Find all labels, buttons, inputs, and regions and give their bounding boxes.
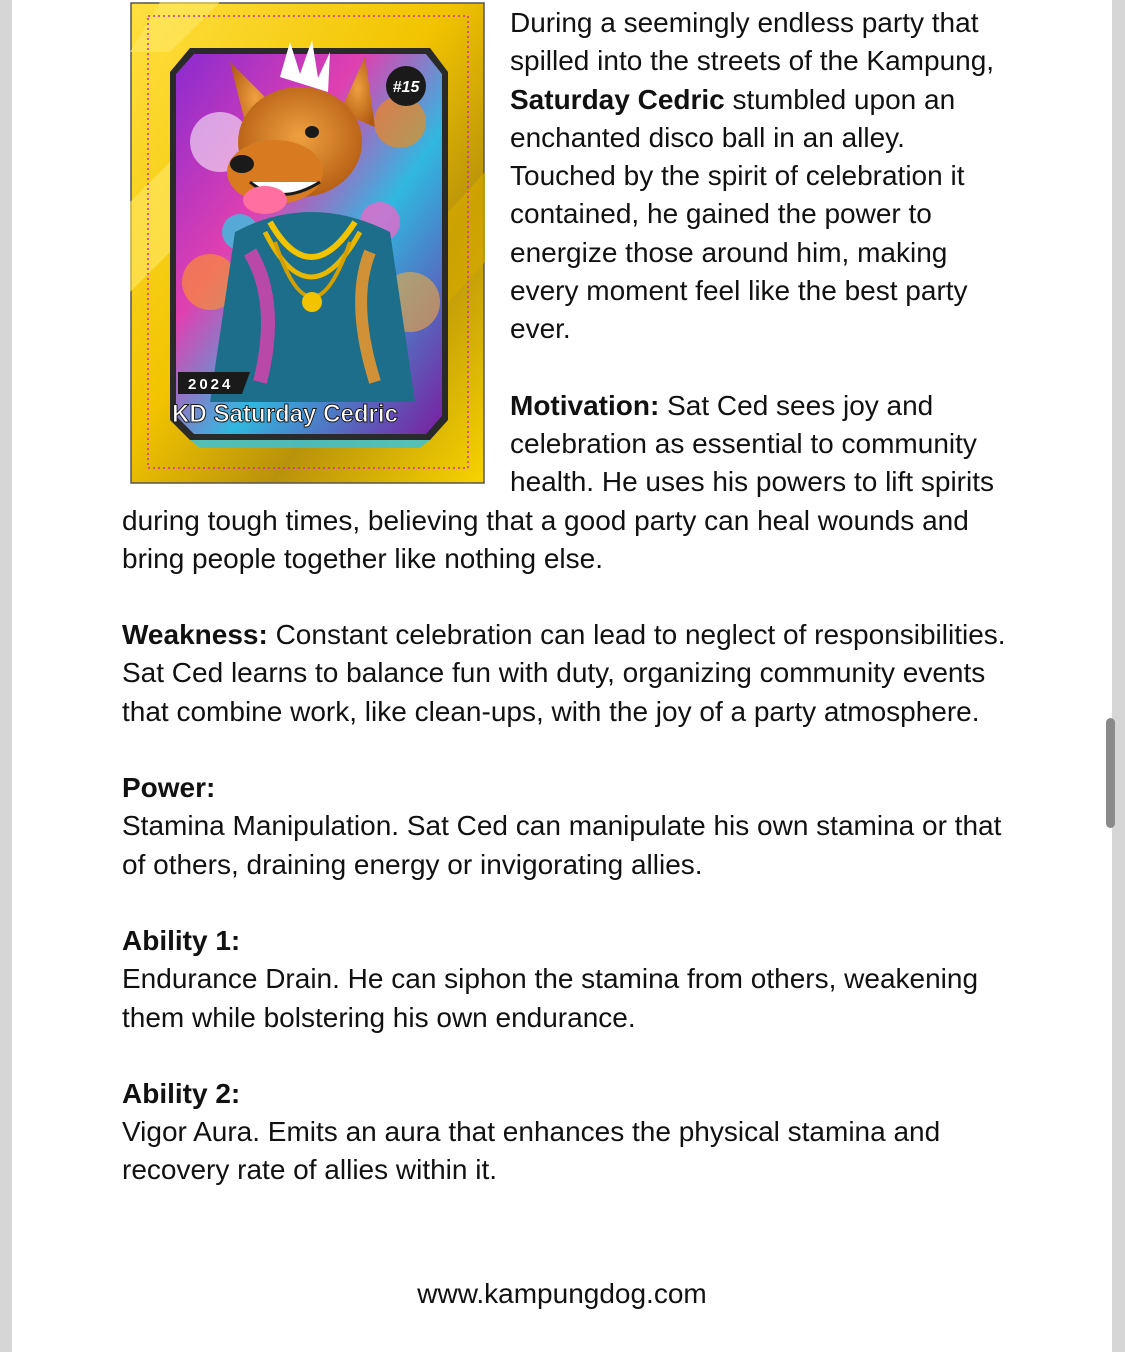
weakness-paragraph [122,616,1012,731]
website-link[interactable]: www.kampungdog.com [417,1278,707,1309]
power-section [122,769,1012,884]
motivation-label: Motivation: [510,389,660,421]
ability1-label: Ability 1: [122,924,241,956]
ability1-section [122,922,1012,1037]
power-label: Power: [122,772,216,804]
ability1-text: Endurance Drain. He can siphon the stamina from others, weakening them while bolstering his own endurance. [122,963,979,1033]
document-page [12,0,1112,1352]
motivation-text: Sat Ced sees joy and celebration as essential to community health. He uses his powers to lift spirits during tough times, believing that a good party can heal wounds and bring people together like nothing else. [122,389,994,574]
character-name: Saturday Cedric [510,83,725,115]
card-number: #15 [392,79,420,96]
ability2-text: Vigor Aura. Emits an aura that enhances the physical stamina and recovery rate of allies within it. [122,1116,941,1186]
ability2-label: Ability 2: [122,1077,241,1109]
ability2-section [122,1075,1012,1190]
intro-text-start: During a seemingly endless party that spilled into the streets of the Kampung, [510,7,995,77]
card-name: KD Saturday Cedric [172,400,399,428]
character-card [130,2,485,484]
weakness-text: Constant celebration can lead to neglect of responsibilities. Sat Ced learns to balance fun with duty, organizing community events that combine work, like clean-ups, with the joy of a party atmosphere. [122,619,1006,727]
weakness-label: Weakness: [122,619,268,651]
vertical-scrollbar[interactable] [1106,718,1115,828]
power-text: Stamina Manipulation. Sat Ced can manipulate his own stamina or that of others, draining energy or invigorating allies. [122,810,1002,880]
document-content [122,4,1012,1190]
card-illustration [130,2,485,484]
intro-text-end: stumbled upon an enchanted disco ball in an alley. Touched by the spirit of celebration it contained, he gained the power to energize those around him, making every moment feel like the best party ever. [510,83,968,345]
card-year: 2024 [188,376,234,393]
